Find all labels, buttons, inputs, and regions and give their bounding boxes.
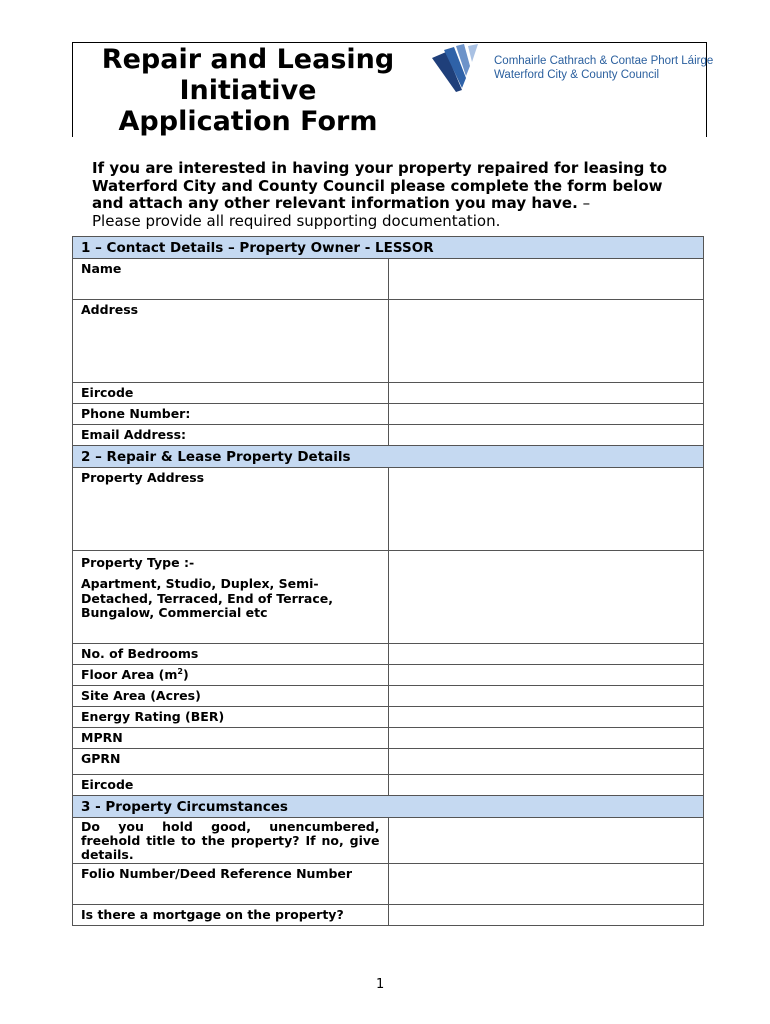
floor-area-label (73, 665, 389, 686)
site-area-field[interactable] (388, 686, 704, 707)
name-label: Name (73, 259, 389, 300)
page-title (80, 44, 416, 137)
intro-bold: If you are interested in having your property repaired for leasing to Waterford City and County Council please complete the form below and attach any other relevant information you may have. (92, 159, 668, 212)
title-line-1: Repair and Leasing (101, 44, 395, 75)
title-line-2: Initiative (179, 75, 317, 106)
application-form-table (72, 236, 704, 926)
property-address-label: Property Address (73, 468, 389, 551)
address-label: Address (73, 300, 389, 383)
logo-text-irish: Comhairle Cathrach & Contae Phort Láirge (494, 55, 714, 67)
council-emblem-icon (432, 44, 492, 94)
gprn-label: GPRN (73, 749, 389, 775)
intro-dash: – (577, 194, 591, 212)
freehold-title-field[interactable] (388, 818, 704, 864)
page-number: 1 (376, 977, 385, 992)
owner-phone-field[interactable] (388, 404, 704, 425)
section-3-heading: 3 - Property Circumstances (73, 796, 704, 818)
owner-eircode-field[interactable] (388, 383, 704, 404)
owner-address-field[interactable] (388, 300, 704, 383)
mprn-label: MPRN (73, 728, 389, 749)
mprn-field[interactable] (388, 728, 704, 749)
property-type-title: Property Type :- (81, 555, 195, 570)
property-type-field[interactable] (388, 551, 704, 644)
energy-rating-label: Energy Rating (BER) (73, 707, 389, 728)
property-type-note: Apartment, Studio, Duplex, Semi-Detached, Terraced, End of Terrace, Bungalow, Commercial etc (81, 576, 334, 620)
property-eircode-label: Eircode (73, 775, 389, 796)
intro-text (92, 160, 692, 230)
property-address-field[interactable] (388, 468, 704, 551)
floor-area-text: Floor Area (m (81, 667, 178, 683)
property-eircode-field[interactable] (388, 775, 704, 796)
floor-area-superscript: 2 (177, 667, 183, 676)
council-logo (432, 44, 714, 94)
phone-label: Phone Number: (73, 404, 389, 425)
logo-text-english: Waterford City & County Council (494, 69, 660, 81)
mortgage-label: Is there a mortgage on the property? (73, 905, 389, 926)
bedrooms-field[interactable] (388, 644, 704, 665)
mortgage-field[interactable] (388, 905, 704, 926)
folio-number-label: Folio Number/Deed Reference Number (73, 864, 389, 905)
email-label: Email Address: (73, 425, 389, 446)
energy-rating-field[interactable] (388, 707, 704, 728)
section-1-heading: 1 – Contact Details – Property Owner - LESSOR (73, 237, 704, 259)
floor-area-field[interactable] (388, 665, 704, 686)
gprn-field[interactable] (388, 749, 704, 775)
floor-area-close: ) (182, 667, 189, 683)
folio-number-field[interactable] (388, 864, 704, 905)
title-line-3: Application Form (118, 106, 378, 137)
site-area-label: Site Area (Acres) (73, 686, 389, 707)
section-2-heading: 2 – Repair & Lease Property Details (73, 446, 704, 468)
owner-name-field[interactable] (388, 259, 704, 300)
intro-normal: Please provide all required supporting documentation. (92, 211, 501, 230)
bedrooms-label: No. of Bedrooms (73, 644, 389, 665)
freehold-title-label: Do you hold good, unencumbered, freehold title to the property? If no, give details. (73, 818, 389, 864)
eircode-label: Eircode (73, 383, 389, 404)
owner-email-field[interactable] (388, 425, 704, 446)
property-type-label (73, 551, 389, 644)
